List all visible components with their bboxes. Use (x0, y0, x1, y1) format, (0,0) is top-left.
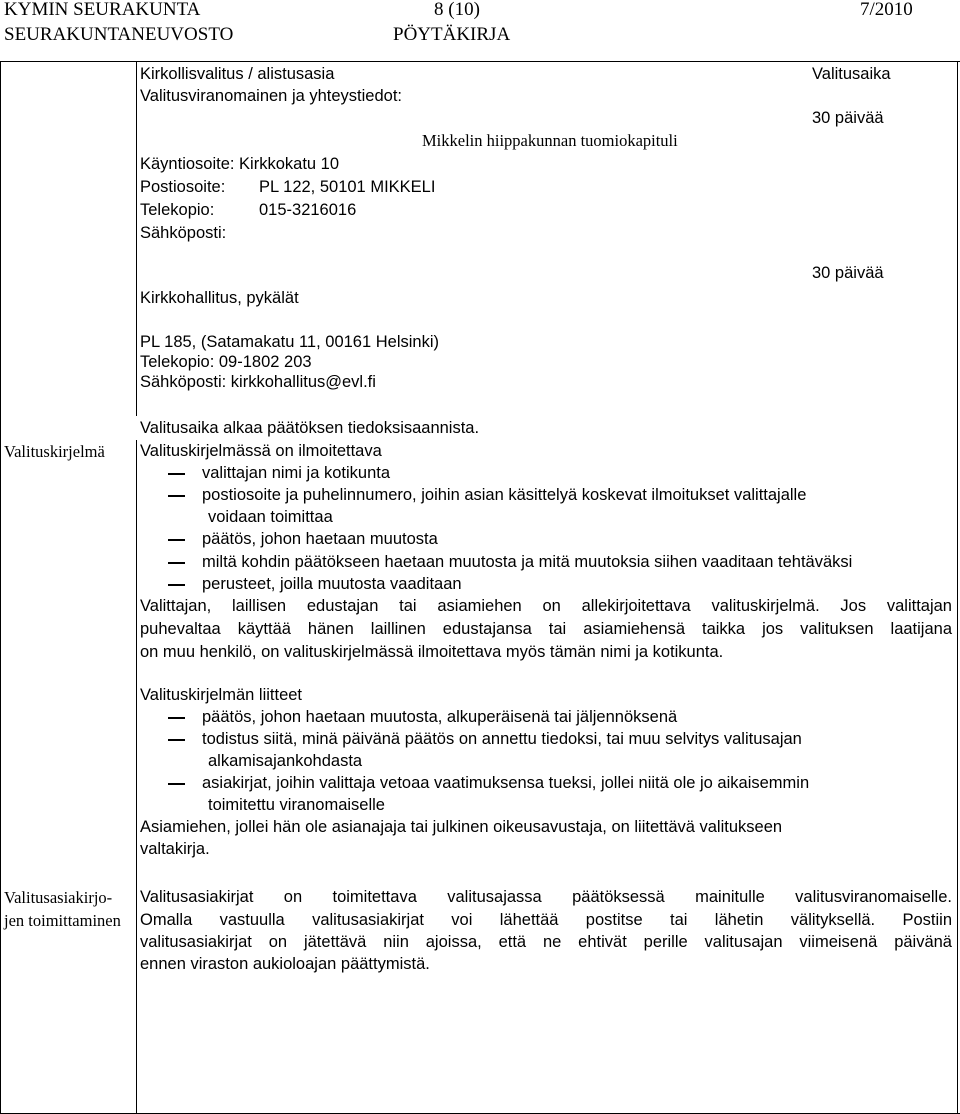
attachment-item: asiakirjat, joihin valittaja vetoaa vaatimuksensa tueksi, jollei niitä ole jo aikaisemmin (202, 774, 810, 792)
attachment-item: päätös, johon haetaan muutosta, alkuperäisenä tai jäljennöksenä (202, 708, 678, 726)
delivery-side-label: jen toimittaminen (4, 911, 121, 930)
body-name: SEURAKUNTANEUVOSTO (4, 24, 234, 45)
delivery-side-label: Valitusasiakirjo- (4, 888, 113, 907)
table-column-rule-2 (136, 440, 137, 1114)
delivery-paragraph-line: Valitusasiakirjat on toimitettava valitusajassa päätöksessä mainitulle valitusviranomaiselle. (140, 888, 952, 906)
authority-label: Valitusviranomainen ja yhteystiedot: (140, 87, 403, 105)
fax-value: 015-3216016 (259, 201, 357, 219)
appeal-letter-side-label: Valituskirjelmä (4, 442, 105, 461)
attachment-item: todistus siitä, minä päivänä päätös on annettu tiedoksi, tai muu selvitys valitusajan (202, 730, 802, 748)
list-dash (168, 495, 185, 497)
list-item: päätös, johon haetaan muutosta (202, 530, 438, 548)
delivery-paragraph-line: valitusasiakirjat on jätettävä niin ajoissa, että ne ehtivät perille valitusajan viimeisenä päivänä (140, 933, 952, 951)
table-left-rule (0, 61, 1, 1114)
list-item-continuation: voidaan toimittaa (208, 508, 333, 526)
list-item: postiosoite ja puhelinnumero, joihin asian käsittelyä koskevat ilmoitukset valittajalle (202, 486, 807, 504)
proxy-paragraph-line: Asiamiehen, jollei hän ole asianajaja tai julkinen oikeusavustaja, on liitettävä valitukseen (140, 818, 783, 836)
postal-address-value: PL 122, 50101 MIKKELI (259, 178, 436, 196)
second-authority-email: Sähköposti: kirkkohallitus@evl.fi (140, 373, 376, 391)
list-dash (168, 783, 185, 785)
proxy-paragraph-line: valtakirja. (140, 840, 210, 858)
table-right-rule (957, 61, 958, 1114)
delivery-paragraph-line: Omalla vastuulla valitusasiakirjat voi lähettää postitse tai lähetin välityksellä. Postiin (140, 911, 952, 929)
list-dash (168, 739, 185, 741)
delivery-paragraph-line: ennen viraston aukioloajan päättymistä. (140, 955, 430, 973)
appeal-period-2: 30 päivää (812, 264, 884, 282)
appeal-period-1: 30 päivää (812, 109, 884, 127)
visit-address: Käyntiosoite: Kirkkokatu 10 (140, 155, 340, 173)
list-dash (168, 473, 185, 475)
email-label: Sähköposti: (140, 224, 227, 242)
second-authority: Kirkkohallitus, pykälät (140, 289, 299, 307)
list-dash (168, 562, 185, 564)
attachment-item-continuation: alkamisajankohdasta (208, 752, 363, 770)
fax-label: Telekopio: (140, 201, 215, 219)
list-item: miltä kohdin päätökseen haetaan muutosta ja mitä muutoksia siihen vaaditaan tehtäväksi (202, 553, 853, 571)
list-item: valittajan nimi ja kotikunta (202, 464, 391, 482)
list-dash (168, 584, 185, 586)
appeal-period-note: Valitusaika alkaa päätöksen tiedoksisaannista. (140, 419, 480, 437)
organization-name: KYMIN SEURAKUNTA (4, 0, 201, 20)
signing-paragraph-line: Valittajan, laillisen edustajan tai asiamiehen on allekirjoitettava valituskirjelmä. Jos valittajan (140, 597, 952, 615)
signing-paragraph-line: on muu henkilö, on valituskirjelmässä ilmoitettava myös tämän nimi ja kotikunta. (140, 643, 724, 661)
document-type: PÖYTÄKIRJA (393, 24, 511, 45)
attachments-heading: Valituskirjelmän liitteet (140, 686, 303, 704)
list-dash (168, 717, 185, 719)
appeal-letter-intro: Valituskirjelmässä on ilmoitettava (140, 442, 382, 460)
authority-name: Mikkelin hiippakunnan tuomiokapituli (422, 131, 678, 150)
second-authority-address: PL 185, (Satamakatu 11, 00161 Helsinki) (140, 333, 440, 351)
page-number: 8 (10) (434, 0, 480, 20)
list-item: perusteet, joilla muutosta vaaditaan (202, 575, 462, 593)
table-top-rule (0, 61, 960, 62)
signing-paragraph-line: puhevaltaa käyttää hänen laillinen edustajansa tai asiamiehensä taikka jos valituksen laatijana (140, 620, 952, 638)
attachment-item-continuation: toimitettu viranomaiselle (208, 796, 385, 814)
list-dash (168, 539, 185, 541)
issue-number: 7/2010 (860, 0, 913, 20)
postal-address-label: Postiosoite: (140, 178, 226, 196)
appeal-type-heading: Kirkollisvalitus / alistusasia (140, 65, 335, 83)
second-authority-fax: Telekopio: 09-1802 203 (140, 353, 312, 371)
table-column-rule (136, 61, 137, 416)
appeal-period-heading: Valitusaika (812, 65, 891, 83)
